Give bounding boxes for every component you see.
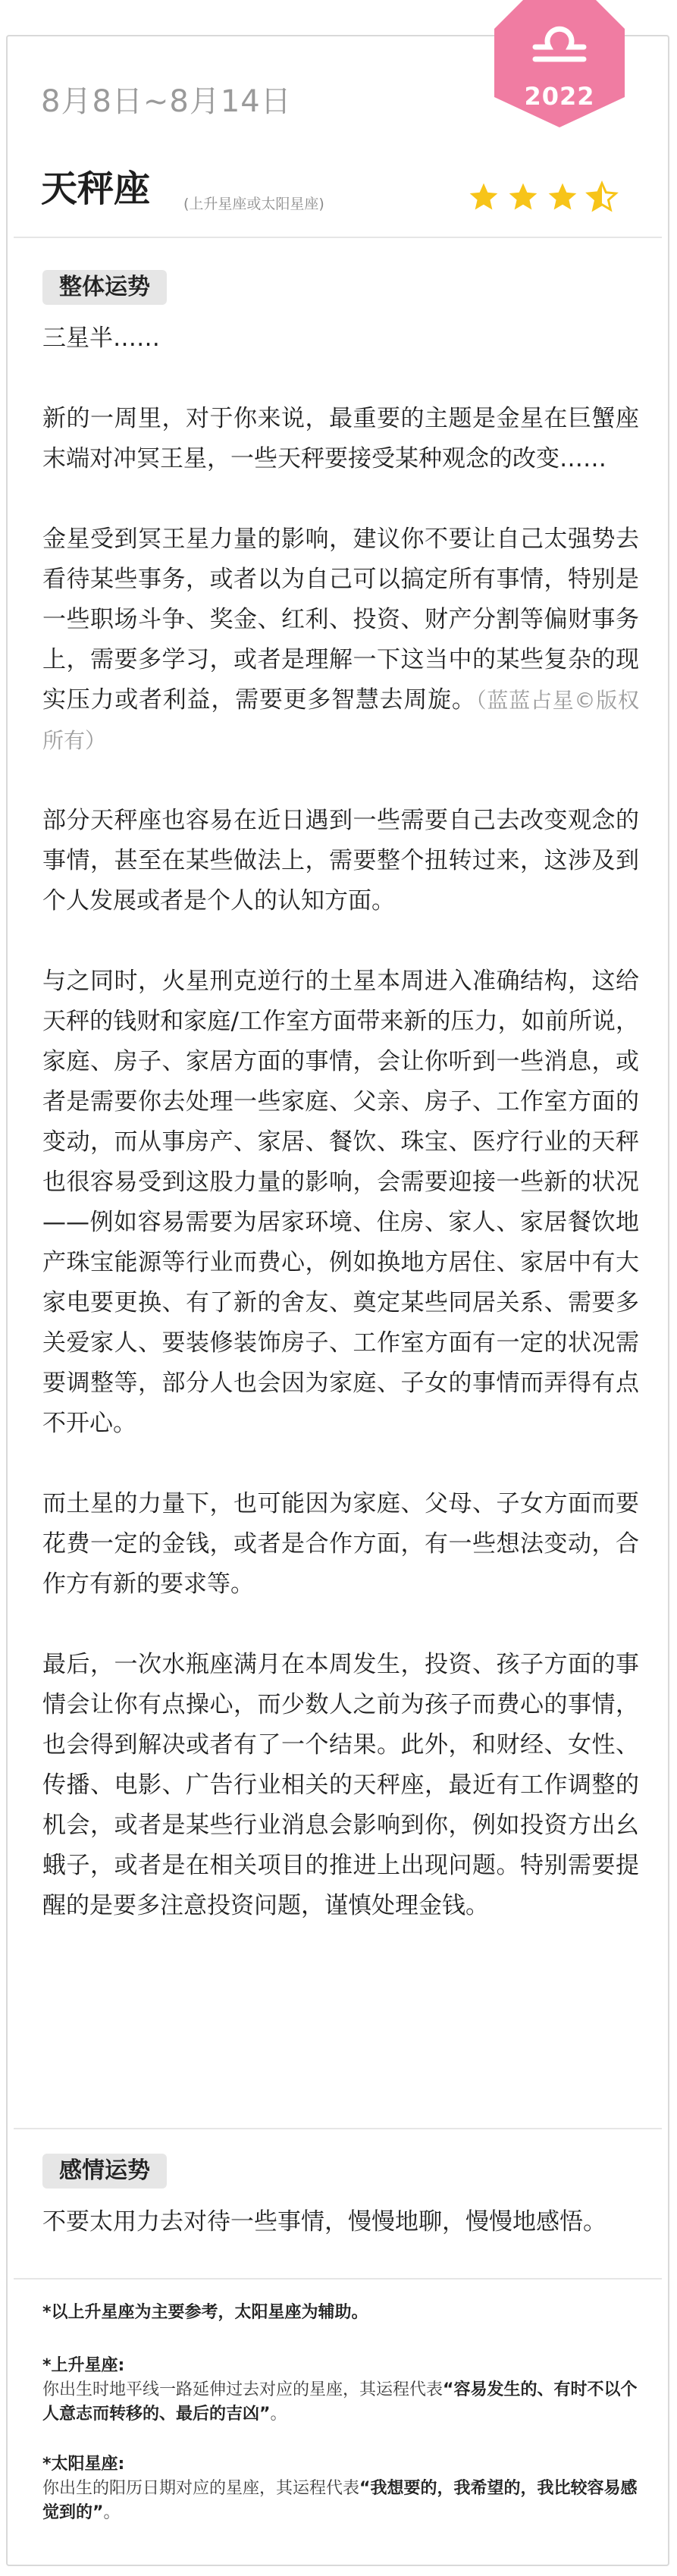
star-icon [467, 180, 500, 214]
rising-end: 。 [270, 2405, 287, 2424]
paragraph [42, 519, 639, 761]
year-ribbon [494, 0, 625, 127]
year-label: 2022 [524, 82, 595, 111]
sun-text: 你出生的阳历日期对应的星座，其运程代表 [42, 2479, 360, 2498]
rising-body [42, 2378, 639, 2427]
star-icon [506, 180, 540, 214]
paragraph: 最后，一次水瓶座满月在本周发生，投资、孩子方面的事情会让你有点操心，而少数人之前为孩子而费心的事情，也会得到解决或者有了一个结果。此外，和财经、女性、传播、电影、广告行业相关的天秤座，最近有工作调整的机会，或者是某些行业消息会影响到你，例如投资方出幺蛾子，或者是在相关项目的推进上出现问题。特别需要提醒的是要多注意投资问题，谨慎处理金钱。 [42, 1651, 639, 1919]
half-star-icon [585, 180, 619, 214]
sign-note: (上升星座或太阳星座) [183, 196, 324, 212]
paragraph: 新的一周里，对于你来说，最重要的主题是金星在巨蟹座末端对冲冥王星，一些天秤要接受某种观念的改变…… [42, 405, 639, 472]
sun-label: *太阳星座: [42, 2455, 125, 2474]
paragraph: 三星半…… [42, 325, 160, 352]
sun-body [42, 2477, 639, 2525]
date-range: 8月8日~8月14日 [41, 84, 292, 119]
copyright-credit: （蓝蓝占星©版权所有） [42, 688, 639, 753]
rising-note [42, 2354, 639, 2427]
notes-heading: *以上升星座为主要参考，太阳星座为辅助。 [42, 2303, 368, 2322]
sun-note [42, 2452, 639, 2525]
star-icon [546, 180, 579, 214]
rising-label: *上升星座: [42, 2356, 125, 2375]
love-body [42, 2202, 639, 2242]
sun-quote: “我想要的，我希望的，我比较容易感觉到的” [42, 2479, 638, 2522]
notes-divider [14, 2278, 662, 2279]
paragraph: 部分天秤座也容易在近日遇到一些需要自己去改变观念的事情，甚至在某些做法上，需要整个扭转过来，这涉及到个人发展或者是个人的认知方面。 [42, 807, 639, 915]
paragraph: 与之同时，火星刑克逆行的土星本周进入准确结构，这给天秤的钱财和家庭/工作室方面带来新的压力，如前所说，家庭、房子、家居方面的事情，会让你听到一些消息，或者是需要你去处理一些家庭、父亲、房子、工作室方面的变动，而从事房产、家居、餐饮、珠宝、医疗行业的天秤也很容易受到这股力量的影响，会需要迎接一些新的状况——例如容易需要为居家环境、住房、家人、家居餐饮地产珠宝能源等行业而费心，例如换地方居住、家居中有大家电要更换、有了新的舍友、奠定某些同居关系、需要多关爱家人、要装修装饰房子、工作室方面有一定的状况需要调整等，部分人也会因为家庭、子女的事情而弄得有点不开心。 [42, 968, 639, 1437]
header-divider [14, 237, 662, 238]
sign-name: 天秤座 [41, 168, 151, 210]
overall-tag: 整体运势 [42, 270, 167, 305]
rising-quote: “容易发生的、有时不以个人意志而转移的、最后的吉凶” [42, 2380, 638, 2424]
paragraph: 而土星的力量下，也可能因为家庭、父母、子女方面而要花费一定的金钱，或者是合作方面，有一些想法变动，合作方有新的要求等。 [42, 1490, 639, 1598]
paragraph: 不要太用力去对待一些事情，慢慢地聊，慢慢地感悟。 [42, 2208, 606, 2236]
rising-text: 你出生时地平线一路延伸过去对应的星座，其运程代表 [42, 2380, 443, 2399]
sun-end: 。 [103, 2503, 121, 2522]
overall-body [42, 318, 639, 1926]
paragraph-text: 金星受到冥王星力量的影响，建议你不要让自己太强势去看待某些事务，或者以为自己可以搞定所有事情，特别是一些职场斗争、奖金、红利、投资、财产分割等偏财事务上，需要多学习，或者是理解一下这当中的某些复杂的现实压力或者利益，需要更多智慧去周旋。 [42, 526, 639, 714]
love-tag: 感情运势 [42, 2154, 167, 2189]
section-divider [14, 2128, 662, 2129]
footnotes [42, 2301, 639, 2551]
